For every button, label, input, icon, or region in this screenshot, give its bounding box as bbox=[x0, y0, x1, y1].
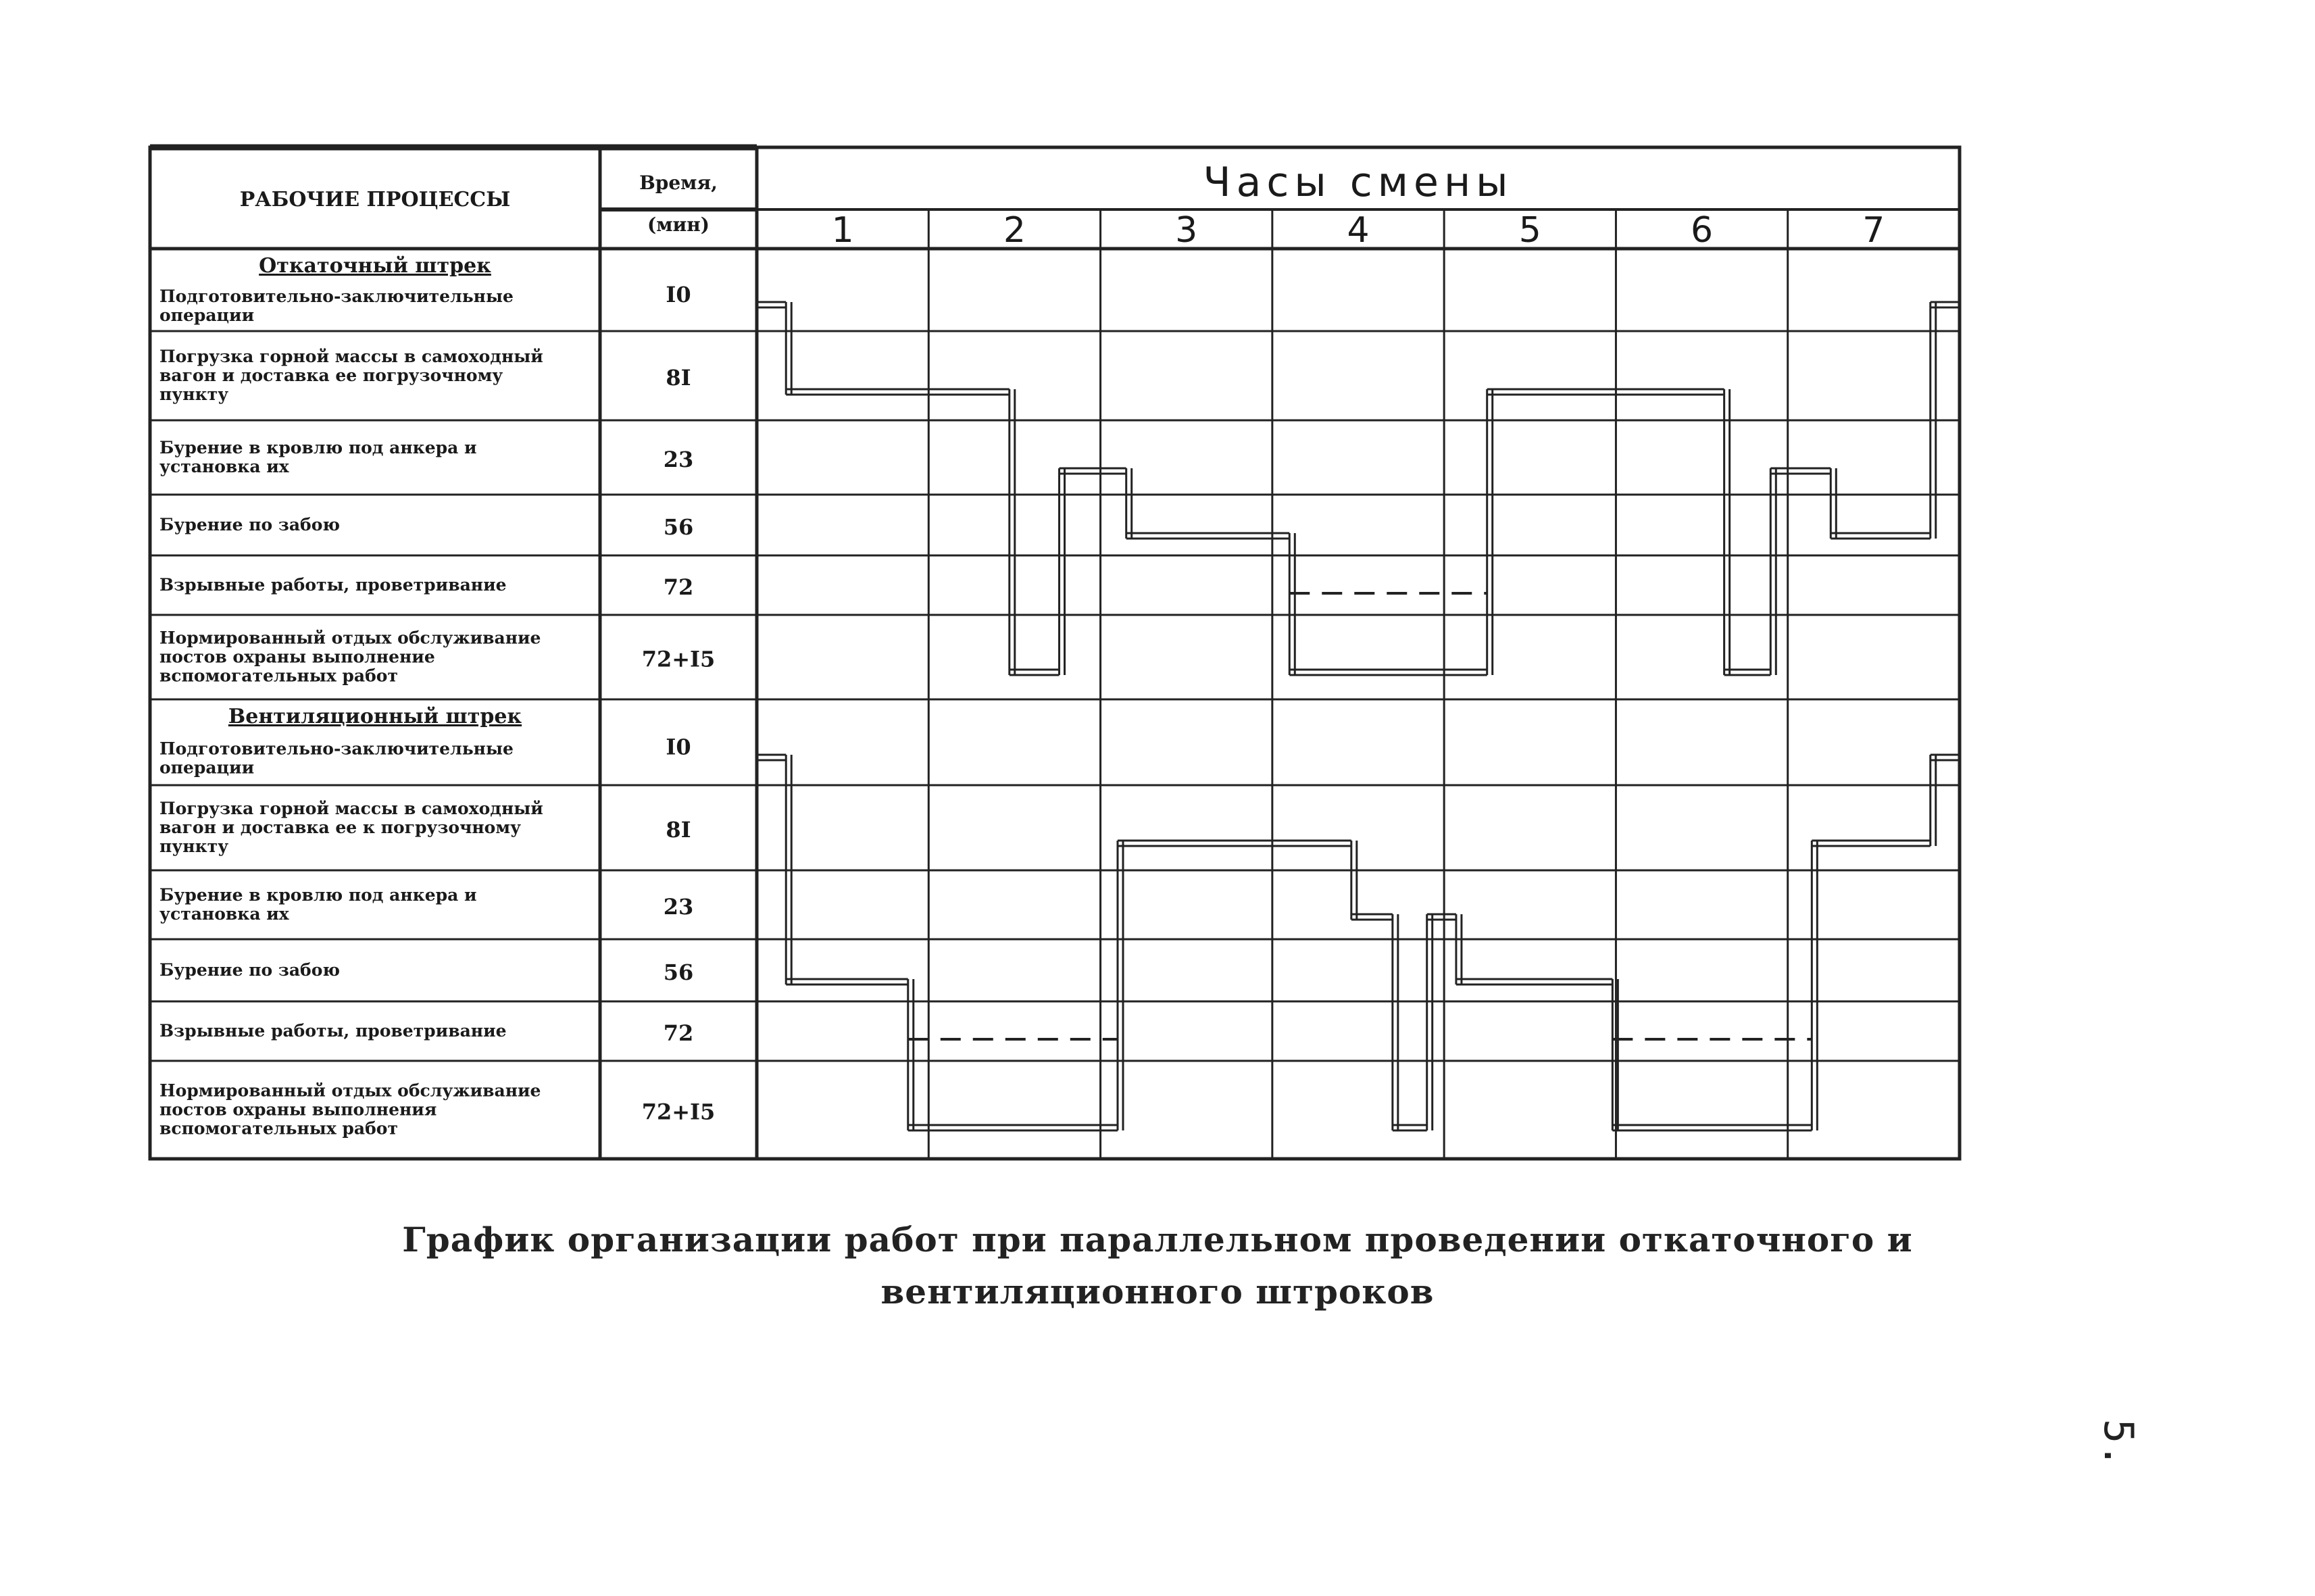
process-label: Нормированный отдых обслуживание bbox=[159, 628, 541, 648]
process-time: 72+I5 bbox=[641, 646, 716, 672]
process-time: 23 bbox=[663, 447, 694, 472]
process-time: 56 bbox=[663, 959, 694, 985]
process-label: постов охраны выполнение bbox=[159, 647, 435, 667]
process-time: I0 bbox=[666, 282, 691, 307]
caption-line-1: График организации работ при параллельном проведении откаточного и bbox=[402, 1220, 1913, 1260]
process-label: Погрузка горной массы в самоходный bbox=[159, 347, 543, 366]
process-label: Нормированный отдых обслуживание bbox=[159, 1080, 541, 1101]
process-label: операции bbox=[159, 305, 255, 325]
process-time: 8I bbox=[666, 365, 691, 391]
hour-label: 1 bbox=[831, 210, 854, 251]
process-column-header: РАБОЧИЕ ПРОЦЕССЫ bbox=[239, 188, 511, 211]
page-number: 5. bbox=[2095, 1419, 2142, 1468]
hour-label: 6 bbox=[1691, 210, 1714, 251]
process-label: вспомогательных работ bbox=[159, 666, 398, 686]
hour-label: 4 bbox=[1347, 210, 1370, 251]
process-label: Бурение в кровлю под анкера и bbox=[159, 438, 477, 457]
process-time: 72 bbox=[663, 574, 694, 600]
process-label: постов охраны выполнения bbox=[159, 1099, 437, 1120]
process-label: пункту bbox=[159, 837, 229, 856]
section-name: Вентиляционный штрек bbox=[228, 705, 522, 728]
process-label: операции bbox=[159, 757, 255, 778]
hours-title: Часы смены bbox=[1203, 159, 1514, 206]
time-column-header: Время, bbox=[639, 172, 718, 194]
section-name: Откаточный штрек bbox=[259, 254, 491, 278]
process-label: Подготовительно-заключительные bbox=[159, 286, 514, 306]
process-label: Взрывные работы, проветривание bbox=[159, 1021, 507, 1041]
process-label: Бурение по забою bbox=[159, 515, 341, 534]
process-time: I0 bbox=[666, 734, 691, 760]
process-time: 72 bbox=[663, 1020, 694, 1046]
hour-label: 7 bbox=[1862, 210, 1885, 251]
process-label: установка их bbox=[159, 457, 289, 476]
process-time: 23 bbox=[663, 894, 694, 920]
process-label: Подготовительно-заключительные bbox=[159, 739, 514, 759]
process-label: вагон и доставка ее погрузочному bbox=[159, 366, 503, 385]
hour-label: 2 bbox=[1003, 210, 1026, 251]
process-label: Бурение по забою bbox=[159, 960, 341, 980]
process-label: пункту bbox=[159, 384, 229, 404]
caption-line-2: вентиляционного штроков bbox=[880, 1272, 1435, 1312]
process-label: установка их bbox=[159, 904, 289, 924]
process-time: 72+I5 bbox=[641, 1099, 716, 1125]
process-time: 8I bbox=[666, 817, 691, 843]
time-unit-header: (мин) bbox=[647, 214, 710, 236]
process-label: вагон и доставка ее к погрузочному bbox=[159, 818, 522, 837]
process-label: Погрузка горной массы в самоходный bbox=[159, 799, 543, 818]
process-label: Взрывные работы, проветривание bbox=[159, 575, 507, 595]
process-time: 56 bbox=[663, 514, 694, 540]
process-label: вспомогательных работ bbox=[159, 1118, 398, 1139]
hour-label: 3 bbox=[1175, 210, 1198, 251]
hour-label: 5 bbox=[1518, 210, 1541, 251]
process-label: Бурение в кровлю под анкера и bbox=[159, 885, 477, 905]
